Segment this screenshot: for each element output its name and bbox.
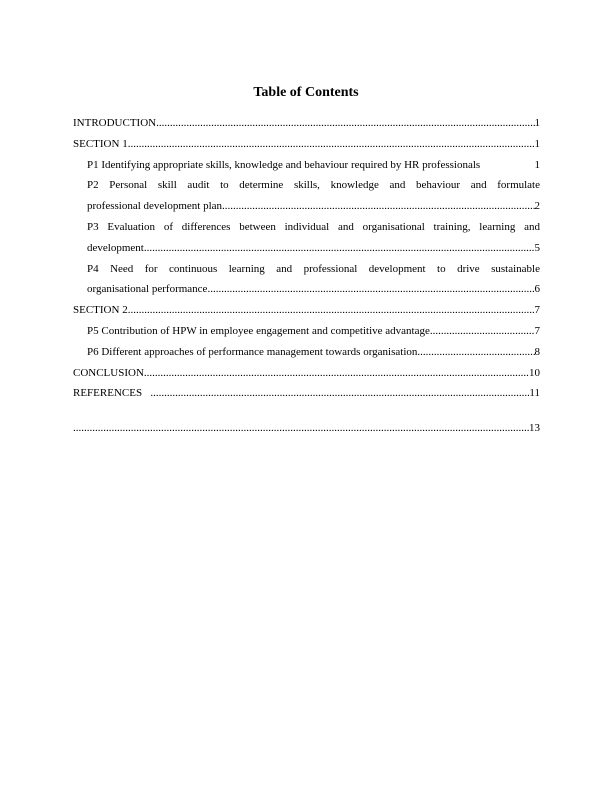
toc-entry-introduction[interactable] <box>73 113 540 134</box>
toc-leader-dots <box>128 134 535 155</box>
toc-entry-p4-line1[interactable] <box>73 259 540 280</box>
toc-entry-text: P3 Evaluation of differences between individual and organisational training, learning and <box>87 220 540 233</box>
toc-leader-dots <box>128 300 535 321</box>
toc-title: Table of Contents <box>253 85 359 100</box>
toc-page-number: 11 <box>529 387 540 400</box>
toc-entry-text: CONCLUSION <box>73 366 144 379</box>
toc-page-number: 1 <box>534 158 540 171</box>
toc-page-number: 1 <box>534 137 540 150</box>
table-of-contents <box>73 113 540 439</box>
toc-entry-p3-line2[interactable] <box>73 238 540 259</box>
toc-entry-text: development <box>87 241 144 254</box>
toc-entry-text: SECTION 1 <box>73 137 128 150</box>
toc-entry-section-2[interactable] <box>73 300 540 321</box>
toc-leader-dots <box>150 383 529 404</box>
toc-entry-text: REFERENCES <box>73 387 151 400</box>
toc-entry-section-1[interactable] <box>73 134 540 155</box>
toc-entry-p3-line1[interactable] <box>73 217 540 238</box>
toc-entry-text: P2 Personal skill audit to determine skills, knowledge and behaviour and formulate <box>87 179 540 192</box>
toc-entry-p1[interactable] <box>73 155 540 176</box>
toc-entry-untitled[interactable] <box>73 418 540 439</box>
toc-entry-p2-line2[interactable] <box>73 196 540 217</box>
toc-page-number: 13 <box>529 422 540 435</box>
toc-page-number: 8 <box>534 345 540 358</box>
toc-leader-dots <box>144 363 529 384</box>
toc-spacer <box>73 404 540 418</box>
toc-entry-text: professional development plan <box>87 200 223 213</box>
toc-page-number: 2 <box>534 200 540 213</box>
toc-entry-p4-line2[interactable] <box>73 279 540 300</box>
toc-leader-dots <box>430 321 535 342</box>
toc-entry-text: P5 Contribution of HPW in employee engagement and competitive advantage <box>87 324 430 337</box>
toc-leader-dots <box>207 279 534 300</box>
toc-entry-references[interactable] <box>73 383 540 404</box>
toc-entry-text: INTRODUCTION <box>73 117 157 129</box>
toc-leader-dots <box>156 113 534 134</box>
toc-leader-dots <box>222 196 534 217</box>
toc-page-number: 7 <box>534 304 540 317</box>
toc-leader-dots <box>144 238 535 259</box>
toc-entry-text: P1 Identifying appropriate skills, knowledge and behaviour required by HR professionals <box>87 158 481 171</box>
toc-page-number: 7 <box>534 324 540 337</box>
toc-page-number: 10 <box>529 366 540 379</box>
toc-entry-p5[interactable] <box>73 321 540 342</box>
toc-page-number: 6 <box>534 283 540 296</box>
toc-leader-dots <box>73 418 529 439</box>
toc-entry-p2-line1[interactable] <box>73 175 540 196</box>
toc-page-number: 1 <box>534 117 540 129</box>
toc-entry-text: P6 Different approaches of performance management towards organisation <box>87 345 418 358</box>
toc-entry-conclusion[interactable] <box>73 363 540 384</box>
toc-entry-text: P4 Need for continuous learning and professional development to drive sustainable <box>87 262 540 275</box>
toc-leader-dots <box>417 342 534 363</box>
toc-entry-p6[interactable] <box>73 342 540 363</box>
toc-entry-text: SECTION 2 <box>73 304 128 317</box>
toc-page-number: 5 <box>534 241 540 254</box>
toc-entry-text: organisational performance <box>87 283 208 296</box>
